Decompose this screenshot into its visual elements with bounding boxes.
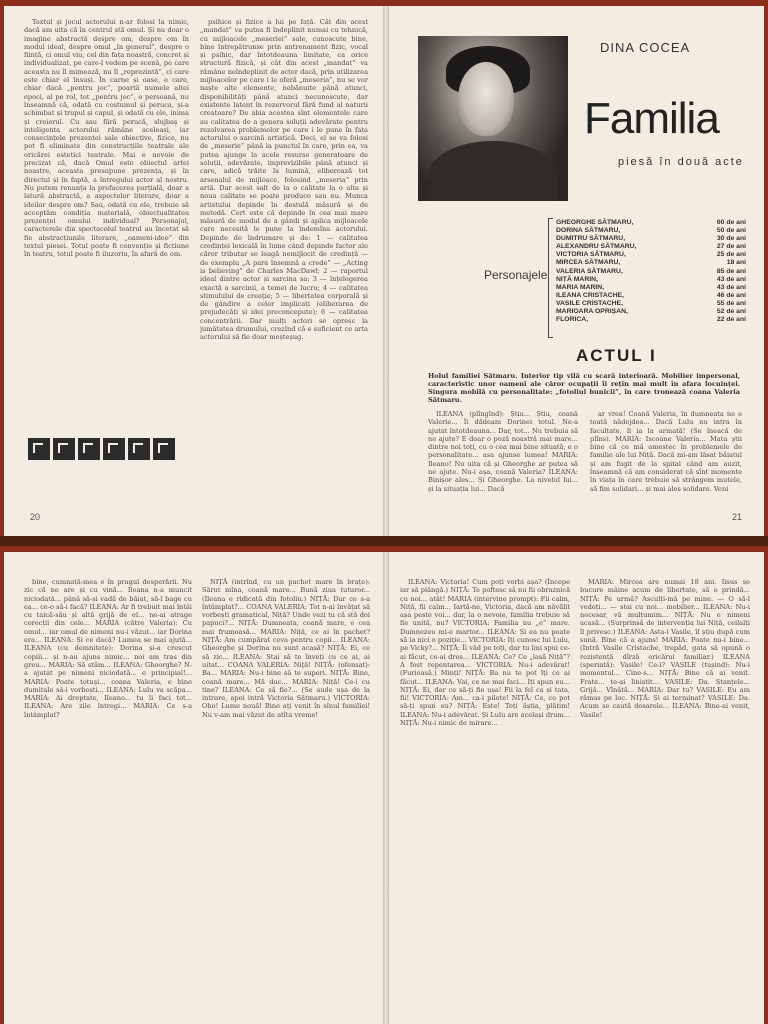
cast-row [556,227,746,235]
cast-age: 43 de ani [716,283,746,291]
dialogue-text-4: NIȚĂ (intrînd, cu un pachet mare în brațe): Sărut mîna, coană mare... Bună ziua tuturor... (Ileana e ridicată din fotoliu.) NIȚĂ: Dar ce s-a întâmplat?... COANA VALERIA: Tot n-ai învățat să vorbești gramatical, Niță? Unde vezi tu că stă doi papuci?... NIȚĂ: Dumneata, coană mare, e cea mai frumoasă... MARIA: Niță, ce ai în pachet? NIȚĂ: Am cumpărat ceva pentru copii... ILEANA: Gheorghe și Dorina nu sunt acasă? NIȚĂ: Ei, ce să zic... ILEANA: Stai să te înveți cu ce ai, ai uitat... COANA VALERIA: Niță! NIȚĂ: (ofensat): Ba... MARIA: Nu-i bine să te superi. NIȚĂ: Bine, coană mare... Mă duc... MARIA: Niță! Ce-i cu tine? ILEANA: Ce să fie?... (Se aude ușa de la intrare, apoi intră Victoria Sătmaru.) VICTORIA: Oho! Lume nouă! Bine ați venit în sînul familiei! Nu v-am mai văzut de atîta vreme! [202,578,370,719]
book-gutter [383,6,389,536]
page-21 [388,6,764,536]
ornament-tile [53,438,75,460]
cast-row [556,276,746,284]
author-name: DINA COCEA [600,40,691,55]
cast-row [556,284,746,292]
page-22 [4,552,384,1024]
cast-name: DUMITRU SĂTMARU, [556,235,626,243]
cast-age: 52 de ani [716,308,746,316]
ornament-tile [28,438,50,460]
dialogue-text-3: bine, cumnată-mea e în pragul desperării. Nu zic că ne are și cu vină... Ileana n-a muncit niciodată... până să-și vadă de băiat, să-l bage cu ea... ce-o să-i facă? ILEANA: Ar fi trebuit mai întâi cu taică-său și altă grijă de el... ne-ai atrage corecții din cele... MARIA (către Valeria): Cu omul... iar omul de nimeni nu-i văzut... iar Dorina era... ILEANA: Și ce dacă? Lumea se mai ajută... ILEANA (cu demnitate): Dorina și-a crescut copiii... și n-au ajuns nimic... noi am tras din greu... MARIA: Să stăm... ILEANA: Gheorghe? N-a ajutat pe nimeni niciodată... e principial!... MARIA: Poate totuși... coana Valeria, e bine dumitale să-i vorbești... ILEANA: Lulu va scăpa... MARIA: Ai dreptate, Ileano... tu îi faci tot... ILEANA: Are zile întregi... MARIA: Ce s-a întâmplat? [24,578,192,719]
dialogue-column-1 [428,410,578,506]
cast-row [556,316,746,324]
dialogue-column-2 [590,410,742,506]
page-number: 20 [30,512,41,522]
cast-row [556,268,746,276]
dialogue-text-5: ILEANA: Victoria! Cum poți vorbi așa? (Începe iar să plângă.) NIȚĂ: Te poftesc să nu fii obraznică cu noi... atât! MARIA (intervine prompt): Fii calm, Niță, fii calm... Iartă-ne, Victoria, dacă am năvălit așa peste voi... dar, la o nevoie, familia trebuie să fie unită, nu? VICTORIA: Familia nu „e” mare. Dumnezeu mi-e martor... ILEANA: Și ea nu poate să ia nici o poziție... VICTORIA: Iți cunosc lui Lulu, pe Vicky?... NIȚĂ: Îi văd pe toți, dar tu îmi spui ce-ai făcut, ce-ai dres... ILEANA: Ce? Ce „lasă Niță”? A fost repentarea... VICTORIA: Nu-i adevărat! (Furioasă.) Minți! NIȚĂ: Ba nu te pot îți ce ai făcut... ILEANA: Vai, ce ne mai faci... Iți spun eu... NIȚĂ: Ei, dar ce să-ți fie ușa! Fii la fel ca și tata, fii! VICTORIA: Am... ca-i pilote! NIȚĂ: Ce, ce pot să-ți spun eu? NIȚĂ: Este! Toți ăștia, plătim! ILEANA: Nu-i adevărat. Și Lulu are același drum... NIȚĂ: Nu-i nimic de mirare... [400,578,570,728]
cast-row [556,292,746,300]
cast-row [556,300,746,308]
cast-age: 50 de ani [716,227,746,235]
dialogue-column-6 [580,578,750,1024]
cast-age: 18 ani [726,259,746,267]
cast-name: FLORICA, [556,316,589,324]
bottom-spread [0,546,768,1024]
play-title: Familia [584,94,719,143]
dialogue-text-1: ILEANA (plîngînd): Știu... Știu, coană Valerie... Îi dădeam Dorinei totul. Ne-a ajutat întotdeauna... Dar, tot... Nu trebuia să ne ajute? E doar o poză noastră mai mare... dintre noi toți, cu o cea mai bine situată, e o personalitate... asa ajunse lumea! MARIA: Ileano! Nu uita că și Gheorghe ar putea să ne ajute. Nu-i așa, coană Valeria? ILEANA: Binișor ales... Și Gheorghe. La nivelul lui... și la situația lui... Dacă [428,410,578,493]
page-20 [4,6,384,536]
cast-name: MIRCEA SĂTMARU, [556,259,621,267]
essay-column-2 [200,18,368,536]
cast-name: NIȚĂ MARIN, [556,275,598,283]
book-gutter [383,552,389,1024]
page-23 [388,552,764,1024]
essay-text-1: Textul și jocul actorului n-ar folosi la nimic, dacă am uita că în centrul stă omul. Și nu doar o imagine abstractă despre om, despre om în modul ideal, despre omul „în general”, despre o ființă, ci omul viu, cel din fața noastră, concret și individualizat, pe care-l vedem pe scenă, pe care aceasta nu îl mimează, nu îl „reprezintă”, ci care este chiar el însuși. În carne și oase, e care, chiar dacă „pentru joc”, poartă numele altei epoci, al pe rol, tot „pentru joc”, o persoană, nu înseamnă că, odată cu costumul și peruca, și-a schimbat și trupul și capul, și odată cu ele, inima și creierul. Cu sau fără perucă, slujbaș și inteligenta actorului rămâne aceleași, iar consecințele prezenței sale obiective, fizice, nu pot fi eliminate din construcțiile teatrale ale oricărei estetici teatrale. Mai e nevoie de precizat că, dacă Omul este obiectul artei noastre, aceasta presupune prezența, și în directul și în faptă, a întregului actor al nostru. Nu putem renunța la prefacerea parțială, doar a latură abstractă, a aspectelor literare, doar a ideilor despre om? Sau, odată cu ele, trebuie să acceptăm condiția materială, obiectualitatea prezenței omului individual? Personajul, caracterele din spectacolul teatrul au încetat să fie abstracțiunile literare, „oameni-idee” din textul piesei. Totul poate fi convenție și fictiune în teatru, totul poate fi iluzoriu, în afară de om. [24,18,189,259]
dialogue-column-3 [24,578,192,1024]
cast-name: ALEXANDRU SĂTMARU, [556,243,637,251]
ornament-border [28,438,175,460]
cast-name: ILEANA CRISTACHE, [556,291,624,299]
cast-age: 22 de ani [716,316,746,324]
essay-column-1 [24,18,189,438]
play-subtitle: piesă în două acte [618,156,744,168]
cast-name: VASILE CRISTACHE, [556,299,623,307]
cast-bracket [548,218,553,338]
cast-age: 27 de ani [716,243,746,251]
author-portrait [418,36,568,201]
cast-name: DORINA SĂTMARU, [556,227,621,235]
cast-name: MARIOARA OPRIȘAN, [556,308,628,316]
cast-age: 55 de ani [716,299,746,307]
cast-name: VALERIA SĂTMARU, [556,267,623,275]
cast-name: MARIA MARIN, [556,283,605,291]
cast-name: VICTORIA SĂTMARU, [556,251,626,259]
cast-row [556,219,746,227]
cast-age: 25 de ani [716,251,746,259]
dialogue-text-2: ar vrea! Coană Valeria, în dumneata ne e toată nădejdea... Dacă Lulu nu intra în facultate, îl ia la armată! (Se îneacă de plîns). MARIA: Iscoane Valeria... Mata știi bine că ce mă amestec în problemele de familie ale lui Niță. Dacă mi-am lăsat băiatul și am fugit de la spital când am auzit, înseamnă că am considerat că sînt momente în viața în care trebuie să strângem mutele, să fim solidari... și mai ales solidare. Veni [590,410,742,493]
ornament-tile [128,438,150,460]
stage-direction: Holul familiei Sătmaru. Interior tip vilă cu scară interioară. Mobilier impersonal, caracteristic unor oameni ale căror ocupații îi rețin mai mult în afara locuinței. Singura mobilă cu personalitate: „fotoliul bunicii”, în care tronează coana Valeria Sătmaru. [428,372,740,405]
cast-age: 85 de ani [716,267,746,275]
cast-age: 43 de ani [716,275,746,283]
ornament-tile [153,438,175,460]
cast-list [556,219,746,324]
dialogue-column-5 [400,578,570,1024]
cast-row [556,308,746,316]
portrait-body [428,141,558,201]
cast-age: 60 de ani [716,219,746,226]
cast-age: 46 de ani [716,291,746,299]
ornament-tile [103,438,125,460]
cast-label: Personajele [484,268,548,282]
dialogue-column-4 [202,578,370,1024]
cast-row [556,259,746,267]
dialogue-text-6: MARIA: Mircea are numai 18 ani. Iisus se bucure mâine acum de libertate, să o prindă... NIȚĂ: Pe urmă? Asculți-mă pe mine. — O să-l vedeți... — stai cu noi... mobilier... ILEANA: Nu-i necesar, vă mulțumim... NIȚĂ: Nu e nimeni acasă... (Surprinsă de intervenția lui Niță, ceilalți îl privesc.) ILEANA: Asta-i Vasile, îl știu după cum sună. Bine că a ajuns! MARIA: Poate nu-i bine... (Intră Vasile Cristache, trepăd, gata să opună o rezistență dîrză oricărui familiar.) ILEANA (speriată): Vasile! Ce-i? VASILE (tușind): Nu-i momentul... Cine-s... NIȚĂ: Bine că ai venit. Frate... te-ai liniștit... VASILE: Da. Ștanțele... Grijă... Vînătă... MARIA: Dar tu? VASILE: Eu am rămas pe loc. NIȚĂ: Și ai terminat? VASILE: Da. Acum se caută dosarele... ILEANA: Bine-ai venit, Vasile! [580,578,750,719]
act-heading: ACTUL I [576,346,657,365]
cast-age: 30 de ani [716,235,746,243]
essay-text-2: psihice și fizice a lui pe față. Cât din acest „mandat” va putea fi îndeplinit numai cu tehnică, cu mijloacele „meseriei” sale, cunoscute bine, bine întrepătrunse prin antrenament fizic, vocal și psihic, dar întotdeauna limitate, ca orice structură fizică, și cât din acest „mandat” va rămâne neîndeplinit de actor dacă, prin utilizarea mijloacelor pe care i le oferă „meseria”, nu se vor naște alte elemente, nebănuite până atunci, disponibilități până atunci necunoscute, dar existente latent în rezervorul fără fund al naturii creatoare? De abia acestea sînt elementele care au calitatea de a genera soluții adevărate pentru rezolvarea problemelor pe care i le pune în fața actorului o sarcină artistică. Deci, el se va folosi de „meserie” până la punctul în care, prin ea, va putea ajunge la acele resurse generatoare de soluții, adevărate, imprevizibile până atunci și care, adică trăite la lumină, eliberează tot arsenalul de mijloace, folosind „meseria” prin artă. Dar acest salt de la o calitate la o alta și noua calitate se poate produce sau nu. Munca artistului depinde în destulă măsură și de metodă. Cert este că depinde în cea mai mare măsură de modul de a gândi și aplica mijloacele care necesită le pune la îndemîna actorului. Depinde de îndrumare și de: 1 — calitatea credinței lexicală în lume când depinde factor ale căror tributar se leagă nemijlocit de credință — de exemplu „A para însemnă a crede” — „Acting is believing” de Charles MacDawl; 2 — raportul ideal dintre actor și sarcina sa; 3 — înțelegerea exactă a sarcinii, a temei de lucru; 4 — calitatea stimulului de creație; 5 — libertatea corporală și de gândire a celor implicați (eliberarea de prejudecăți și idei preconcepute); 6 — calitatea concentrării. Dar mulți actori se opresc la jumătatea drumului, crezînd că e suficient ce arta actorului să fie doar meșteșug. [200,18,368,342]
portrait-face [458,62,514,136]
cast-name: GHEORGHE SĂTMARU, [556,219,634,226]
ornament-tile [78,438,100,460]
page-number: 21 [732,512,743,522]
